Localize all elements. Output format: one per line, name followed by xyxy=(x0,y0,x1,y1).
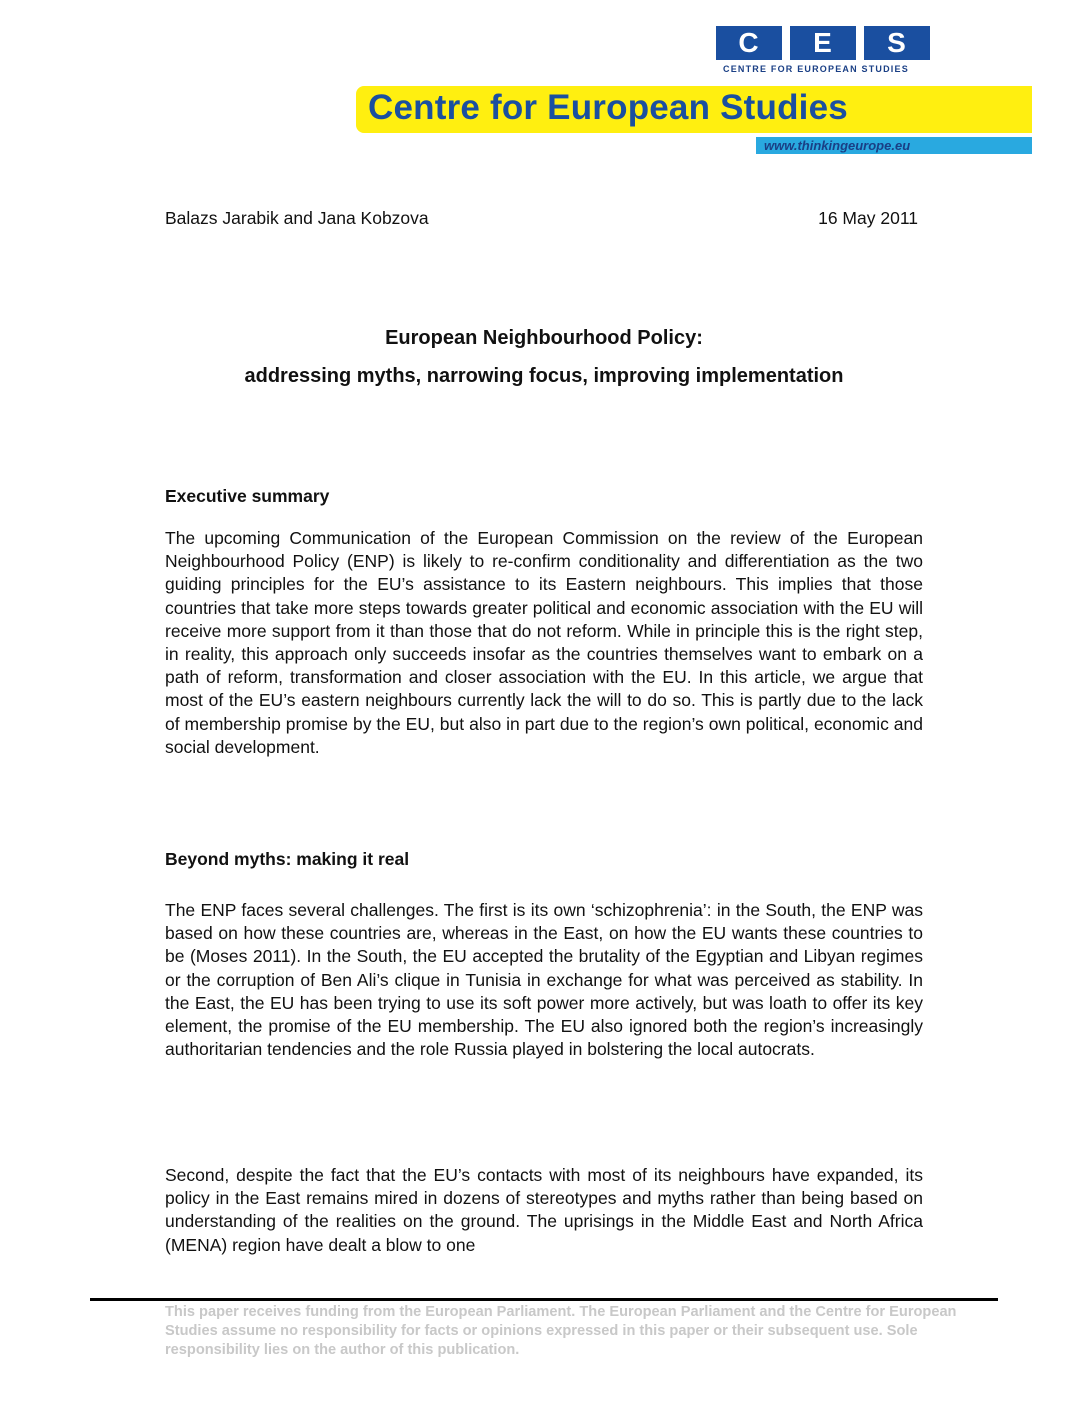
ces-logo xyxy=(716,26,930,60)
executive-summary-heading: Executive summary xyxy=(165,486,330,506)
paper-title-line-2: addressing myths, narrowing focus, improving implementation xyxy=(244,365,844,387)
logo-letter-c: C xyxy=(716,26,782,60)
banner-title: Centre for European Studies xyxy=(368,88,848,127)
paper-title-line-1: European Neighbourhood Policy: xyxy=(385,327,703,349)
logo-letter-e: E xyxy=(790,26,856,60)
logo-letter-s: S xyxy=(864,26,930,60)
website-url: www.thinkingeurope.eu xyxy=(764,138,911,153)
funding-disclaimer: This paper receives funding from the European Parliament. The European Parliament and the Centre for European Studies assume no responsibility for facts or opinions expressed in this paper or their subsequent use. Sole responsibility lies on the author of this publication. xyxy=(165,1304,957,1358)
authors: Balazs Jarabik and Jana Kobzova xyxy=(165,208,429,228)
body-paragraph-1: The ENP faces several challenges. The first is its own ‘schizophrenia’: in the South, the ENP was based on how these countries are, whereas in the East, on how the EU wants these countries to be (Moses 2011). In the South, the EU accepted the brutality of the Egyptian and Libyan regimes or the corruption of Ben Ali’s clique in Tunisia in exchange for what was perceived as stability. In the East, the EU has been trying to use its soft power more actively, but was loath to offer its key element, the promise of the EU membership. The EU also ignored both the region’s increasingly authoritarian tendencies and the role Russia played in bolstering the local autocrats. xyxy=(165,900,923,1060)
logo-subtitle: CENTRE FOR EUROPEAN STUDIES xyxy=(723,64,909,74)
body-paragraph-2: Second, despite the fact that the EU’s contacts with most of its neighbours have expanded, its policy in the East remains mired in dozens of stereotypes and myths rather than being based on understanding of the realities on the ground. The uprisings in the Middle East and North Africa (MENA) region have dealt a blow to one xyxy=(165,1165,923,1255)
beyond-myths-heading: Beyond myths: making it real xyxy=(165,849,410,869)
executive-summary-text: The upcoming Communication of the European Commission on the review of the European Neighbourhood Policy (ENP) is likely to re-confirm conditionality and differentiation as the two guiding principles for the EU’s assistance to its Eastern neighbours. This implies that those countries that take more steps towards greater political and economic association with the EU will receive more support from it than those that do not reform. While in principle this is the right step, in reality, this approach only succeeds insofar as the countries themselves want to embark on a path of reform, transformation and closer association with the EU. In this article, we argue that most of the EU’s eastern neighbours currently lack the will to do so. This is partly due to the lack of membership promise by the EU, but also in part due to the region’s own political, economic and social development. xyxy=(165,528,923,757)
publication-date: 16 May 2011 xyxy=(818,208,918,228)
footer-divider xyxy=(90,1298,998,1301)
